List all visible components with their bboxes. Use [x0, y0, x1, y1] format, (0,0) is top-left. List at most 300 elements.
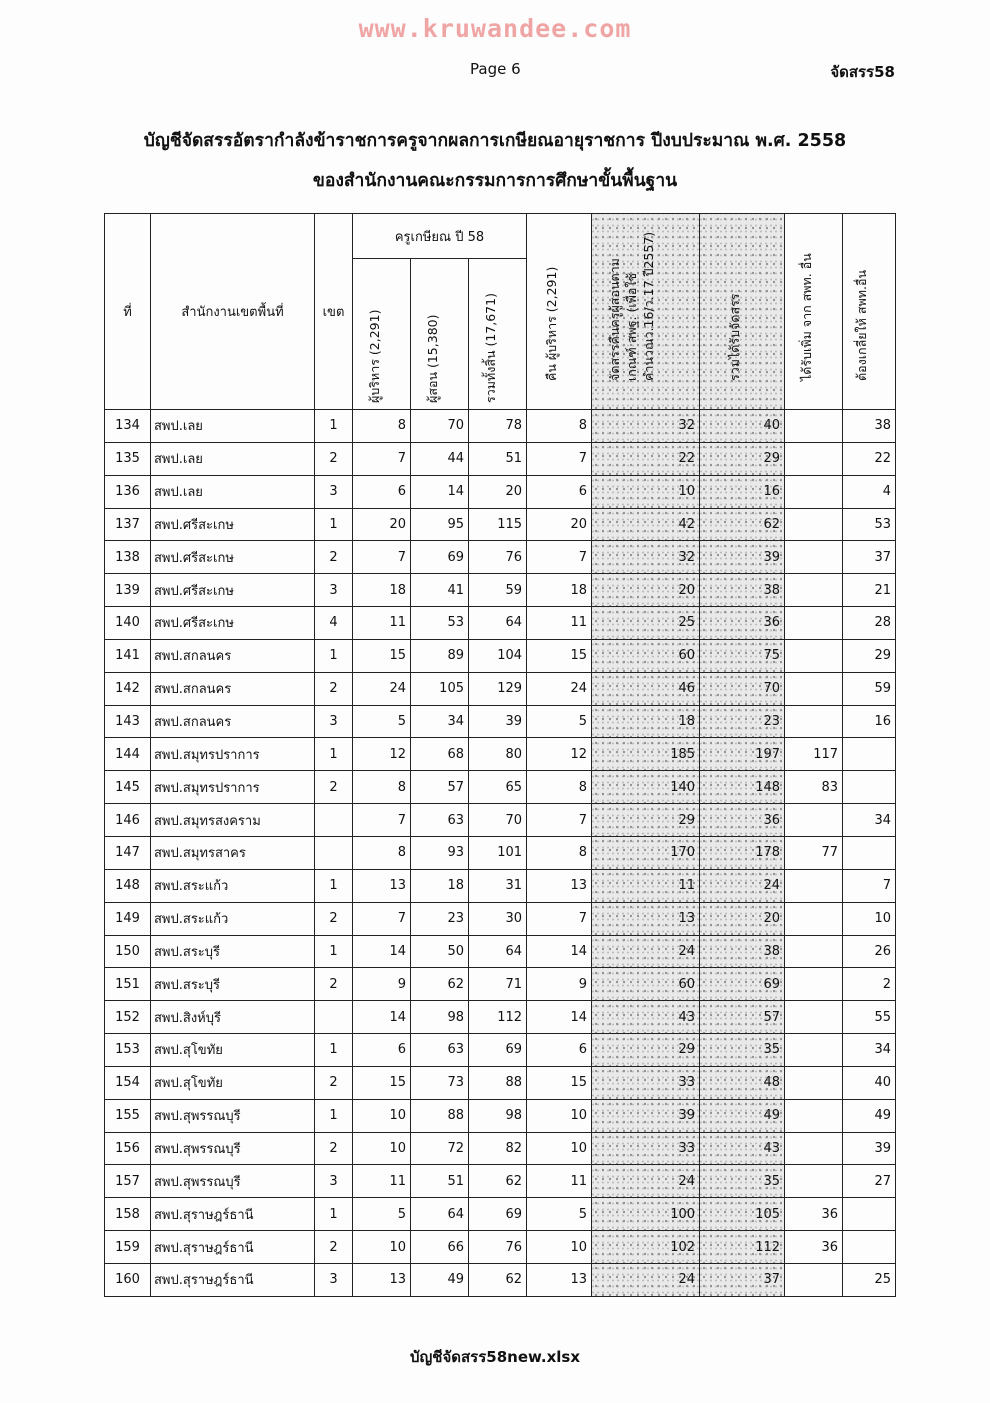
cell-r-total: 129	[469, 672, 527, 705]
cell-r-admin: 14	[353, 1001, 411, 1034]
cell-total: 23	[700, 705, 785, 738]
cell-r-admin: 5	[353, 705, 411, 738]
cell-r-teach: 41	[411, 574, 469, 607]
cell-r-admin: 8	[353, 771, 411, 804]
table-row	[105, 639, 896, 672]
cell-zone: 1	[315, 738, 353, 771]
cell-r-total: 39	[469, 705, 527, 738]
cell-r-admin: 9	[353, 968, 411, 1001]
table-header	[105, 214, 896, 410]
table-row	[105, 1066, 896, 1099]
cell-no: 143	[105, 705, 151, 738]
cell-office: สพป.สุพรรณบุรี	[151, 1099, 315, 1132]
cell-no: 152	[105, 1001, 151, 1034]
cell-r-teach: 98	[411, 1001, 469, 1034]
cell-r-total: 69	[469, 1034, 527, 1067]
cell-ret-admin: 11	[527, 607, 592, 640]
cell-r-teach: 95	[411, 508, 469, 541]
cell-extra: 83	[785, 771, 843, 804]
cell-give: 34	[843, 1034, 896, 1067]
cell-extra: 36	[785, 1231, 843, 1264]
cell-alloc: 18	[592, 705, 700, 738]
cell-zone: 1	[315, 508, 353, 541]
table-row	[105, 902, 896, 935]
cell-office: สพป.สมุทรสงคราม	[151, 804, 315, 837]
cell-zone: 3	[315, 1263, 353, 1296]
table-row	[105, 1001, 896, 1034]
table-row	[105, 738, 896, 771]
cell-alloc: 46	[592, 672, 700, 705]
header-retire-teacher: ผู้สอน (15,380)	[411, 259, 469, 410]
cell-extra	[785, 1001, 843, 1034]
cell-r-teach: 89	[411, 639, 469, 672]
cell-extra	[785, 968, 843, 1001]
cell-alloc: 32	[592, 541, 700, 574]
cell-office: สพป.สุพรรณบุรี	[151, 1165, 315, 1198]
cell-total: 69	[700, 968, 785, 1001]
cell-zone: 2	[315, 442, 353, 475]
cell-zone: 1	[315, 410, 353, 443]
cell-zone: 2	[315, 1066, 353, 1099]
table-row	[105, 771, 896, 804]
cell-no: 149	[105, 902, 151, 935]
cell-give: 38	[843, 410, 896, 443]
cell-give: 28	[843, 607, 896, 640]
cell-office: สพป.สุราษฎร์ธานี	[151, 1198, 315, 1231]
cell-r-total: 30	[469, 902, 527, 935]
cell-ret-admin: 13	[527, 869, 592, 902]
watermark-text: www.kruwandee.com	[358, 14, 632, 43]
cell-ret-admin: 5	[527, 705, 592, 738]
cell-total: 36	[700, 804, 785, 837]
cell-zone: 3	[315, 1165, 353, 1198]
cell-zone: 1	[315, 1198, 353, 1231]
cell-total: 75	[700, 639, 785, 672]
cell-r-teach: 14	[411, 475, 469, 508]
cell-alloc: 24	[592, 1165, 700, 1198]
cell-no: 144	[105, 738, 151, 771]
header-total-alloc: รวมได้รับจัดสรร	[700, 214, 785, 410]
table-row	[105, 1231, 896, 1264]
cell-r-admin: 12	[353, 738, 411, 771]
cell-give: 4	[843, 475, 896, 508]
cell-r-teach: 73	[411, 1066, 469, 1099]
cell-ret-admin: 12	[527, 738, 592, 771]
cell-give: 39	[843, 1132, 896, 1165]
cell-r-admin: 7	[353, 442, 411, 475]
cell-no: 139	[105, 574, 151, 607]
cell-r-teach: 68	[411, 738, 469, 771]
cell-no: 147	[105, 836, 151, 869]
cell-office: สพป.สระแก้ว	[151, 902, 315, 935]
cell-give: 26	[843, 935, 896, 968]
cell-alloc: 20	[592, 574, 700, 607]
cell-r-teach: 50	[411, 935, 469, 968]
cell-office: สพป.เลย	[151, 442, 315, 475]
cell-give: 21	[843, 574, 896, 607]
cell-give: 29	[843, 639, 896, 672]
cell-no: 153	[105, 1034, 151, 1067]
cell-r-teach: 53	[411, 607, 469, 640]
cell-r-total: 76	[469, 1231, 527, 1264]
cell-r-total: 62	[469, 1263, 527, 1296]
cell-r-teach: 23	[411, 902, 469, 935]
cell-office: สพป.สุราษฎร์ธานี	[151, 1263, 315, 1296]
cell-office: สพป.ศรีสะเกษ	[151, 574, 315, 607]
cell-ret-admin: 8	[527, 836, 592, 869]
cell-ret-admin: 13	[527, 1263, 592, 1296]
cell-alloc: 42	[592, 508, 700, 541]
cell-ret-admin: 8	[527, 410, 592, 443]
cell-ret-admin: 15	[527, 1066, 592, 1099]
cell-office: สพป.สมุทรปราการ	[151, 738, 315, 771]
cell-no: 159	[105, 1231, 151, 1264]
cell-total: 16	[700, 475, 785, 508]
cell-office: สพป.สกลนคร	[151, 639, 315, 672]
cell-give: 37	[843, 541, 896, 574]
cell-no: 151	[105, 968, 151, 1001]
cell-office: สพป.ศรีสะเกษ	[151, 508, 315, 541]
allocation-table	[104, 213, 896, 1297]
cell-alloc: 29	[592, 1034, 700, 1067]
cell-office: สพป.สุโขทัย	[151, 1034, 315, 1067]
cell-zone: 2	[315, 1231, 353, 1264]
cell-total: 178	[700, 836, 785, 869]
cell-give: 55	[843, 1001, 896, 1034]
cell-alloc: 100	[592, 1198, 700, 1231]
cell-total: 197	[700, 738, 785, 771]
cell-extra	[785, 574, 843, 607]
cell-r-teach: 105	[411, 672, 469, 705]
cell-extra: 77	[785, 836, 843, 869]
cell-ret-admin: 6	[527, 475, 592, 508]
cell-no: 142	[105, 672, 151, 705]
cell-total: 24	[700, 869, 785, 902]
cell-office: สพป.สกลนคร	[151, 672, 315, 705]
table-row	[105, 410, 896, 443]
cell-alloc: 32	[592, 410, 700, 443]
cell-r-total: 88	[469, 1066, 527, 1099]
cell-r-teach: 63	[411, 1034, 469, 1067]
cell-total: 148	[700, 771, 785, 804]
cell-r-admin: 10	[353, 1099, 411, 1132]
cell-give: 53	[843, 508, 896, 541]
document-subtitle: ของสำนักงานคณะกรรมการการศึกษาขั้นพื้นฐาน	[312, 171, 678, 191]
cell-r-admin: 7	[353, 541, 411, 574]
cell-ret-admin: 18	[527, 574, 592, 607]
cell-r-admin: 10	[353, 1132, 411, 1165]
cell-office: สพป.เลย	[151, 475, 315, 508]
cell-no: 141	[105, 639, 151, 672]
cell-alloc: 29	[592, 804, 700, 837]
cell-r-admin: 10	[353, 1231, 411, 1264]
cell-zone: 3	[315, 574, 353, 607]
cell-no: 156	[105, 1132, 151, 1165]
cell-r-admin: 15	[353, 1066, 411, 1099]
cell-give	[843, 1198, 896, 1231]
cell-extra	[785, 541, 843, 574]
cell-zone: 1	[315, 869, 353, 902]
cell-r-total: 115	[469, 508, 527, 541]
cell-r-total: 101	[469, 836, 527, 869]
cell-zone: 2	[315, 1132, 353, 1165]
cell-total: 37	[700, 1263, 785, 1296]
cell-r-admin: 6	[353, 1034, 411, 1067]
cell-zone: 1	[315, 1034, 353, 1067]
cell-alloc: 185	[592, 738, 700, 771]
cell-r-total: 82	[469, 1132, 527, 1165]
footer-filename: บัญชีจัดสรร58new.xlsx	[409, 1348, 581, 1366]
cell-ret-admin: 11	[527, 1165, 592, 1198]
cell-total: 38	[700, 574, 785, 607]
cell-ret-admin: 15	[527, 639, 592, 672]
cell-r-total: 65	[469, 771, 527, 804]
table-row	[105, 1198, 896, 1231]
cell-total: 62	[700, 508, 785, 541]
document-code: จัดสรร58	[830, 63, 895, 81]
cell-alloc: 170	[592, 836, 700, 869]
cell-extra	[785, 804, 843, 837]
cell-ret-admin: 7	[527, 541, 592, 574]
table-row	[105, 607, 896, 640]
cell-r-total: 51	[469, 442, 527, 475]
cell-no: 134	[105, 410, 151, 443]
cell-r-admin: 14	[353, 935, 411, 968]
cell-extra	[785, 508, 843, 541]
table-row	[105, 574, 896, 607]
cell-r-total: 80	[469, 738, 527, 771]
cell-total: 38	[700, 935, 785, 968]
table-row	[105, 1132, 896, 1165]
cell-zone: 2	[315, 672, 353, 705]
cell-extra	[785, 1066, 843, 1099]
cell-extra	[785, 1165, 843, 1198]
cell-r-teach: 72	[411, 1132, 469, 1165]
cell-ret-admin: 10	[527, 1099, 592, 1132]
cell-r-teach: 34	[411, 705, 469, 738]
cell-give: 22	[843, 442, 896, 475]
cell-r-teach: 44	[411, 442, 469, 475]
cell-extra	[785, 672, 843, 705]
cell-no: 157	[105, 1165, 151, 1198]
cell-zone	[315, 836, 353, 869]
cell-ret-admin: 20	[527, 508, 592, 541]
cell-total: 29	[700, 442, 785, 475]
cell-r-total: 70	[469, 804, 527, 837]
cell-r-total: 98	[469, 1099, 527, 1132]
table-body	[105, 410, 896, 1297]
cell-r-admin: 13	[353, 869, 411, 902]
header-return-admin: คืน ผู้บริหาร (2,291)	[527, 214, 592, 410]
cell-alloc: 25	[592, 607, 700, 640]
cell-zone: 2	[315, 541, 353, 574]
cell-r-admin: 15	[353, 639, 411, 672]
cell-r-teach: 51	[411, 1165, 469, 1198]
table-row	[105, 541, 896, 574]
cell-give: 40	[843, 1066, 896, 1099]
cell-r-teach: 93	[411, 836, 469, 869]
cell-total: 36	[700, 607, 785, 640]
cell-alloc: 102	[592, 1231, 700, 1264]
cell-ret-admin: 7	[527, 804, 592, 837]
cell-ret-admin: 5	[527, 1198, 592, 1231]
cell-r-admin: 11	[353, 607, 411, 640]
cell-r-teach: 49	[411, 1263, 469, 1296]
cell-r-admin: 5	[353, 1198, 411, 1231]
cell-office: สพป.ศรีสะเกษ	[151, 541, 315, 574]
cell-total: 49	[700, 1099, 785, 1132]
cell-alloc: 11	[592, 869, 700, 902]
header-alloc-teacher: จัดสรรคืนครูผู้สอนตาม เกณฑ์ สพฐ. (เพื่อใช้ คำนวณว.16/ว.17 ปี2557)	[592, 214, 700, 410]
cell-extra	[785, 475, 843, 508]
cell-ret-admin: 7	[527, 442, 592, 475]
cell-extra	[785, 705, 843, 738]
cell-office: สพป.สิงห์บุรี	[151, 1001, 315, 1034]
table-row	[105, 442, 896, 475]
cell-alloc: 24	[592, 1263, 700, 1296]
table-row	[105, 1165, 896, 1198]
cell-give: 25	[843, 1263, 896, 1296]
cell-alloc: 43	[592, 1001, 700, 1034]
cell-alloc: 39	[592, 1099, 700, 1132]
cell-r-admin: 8	[353, 836, 411, 869]
cell-give: 7	[843, 869, 896, 902]
cell-zone: 2	[315, 771, 353, 804]
table-row	[105, 935, 896, 968]
cell-r-admin: 8	[353, 410, 411, 443]
cell-no: 136	[105, 475, 151, 508]
cell-office: สพป.สระแก้ว	[151, 869, 315, 902]
cell-ret-admin: 7	[527, 902, 592, 935]
table-row	[105, 475, 896, 508]
table-row	[105, 1263, 896, 1296]
cell-zone	[315, 1001, 353, 1034]
cell-office: สพป.สุโขทัย	[151, 1066, 315, 1099]
table-row	[105, 968, 896, 1001]
cell-alloc: 13	[592, 902, 700, 935]
cell-zone: 2	[315, 968, 353, 1001]
cell-office: สพป.สุพรรณบุรี	[151, 1132, 315, 1165]
cell-alloc: 33	[592, 1066, 700, 1099]
cell-total: 20	[700, 902, 785, 935]
document-title: บัญชีจัดสรรอัตรากำลังข้าราชการครูจากผลการเกษียณอายุราชการ ปีงบประมาณ พ.ศ. 2558	[143, 131, 847, 151]
header-no: ที่	[105, 214, 151, 410]
header-retire-admin: ผู้บริหาร (2,291)	[353, 259, 411, 410]
cell-total: 35	[700, 1034, 785, 1067]
cell-r-admin: 11	[353, 1165, 411, 1198]
header-office: สำนักงานเขตพื้นที่	[151, 214, 315, 410]
table-row	[105, 705, 896, 738]
cell-no: 154	[105, 1066, 151, 1099]
cell-give	[843, 836, 896, 869]
cell-r-admin: 13	[353, 1263, 411, 1296]
cell-r-total: 20	[469, 475, 527, 508]
cell-office: สพป.สระบุรี	[151, 935, 315, 968]
cell-zone: 3	[315, 705, 353, 738]
cell-r-total: 71	[469, 968, 527, 1001]
cell-r-admin: 7	[353, 804, 411, 837]
cell-no: 155	[105, 1099, 151, 1132]
cell-give	[843, 738, 896, 771]
cell-r-teach: 66	[411, 1231, 469, 1264]
cell-r-admin: 24	[353, 672, 411, 705]
cell-total: 40	[700, 410, 785, 443]
cell-zone	[315, 804, 353, 837]
cell-ret-admin: 10	[527, 1231, 592, 1264]
cell-r-total: 62	[469, 1165, 527, 1198]
cell-r-total: 69	[469, 1198, 527, 1231]
cell-give: 59	[843, 672, 896, 705]
cell-r-admin: 7	[353, 902, 411, 935]
cell-r-total: 64	[469, 935, 527, 968]
cell-r-teach: 63	[411, 804, 469, 837]
header-zone: เขต	[315, 214, 353, 410]
cell-zone: 1	[315, 1099, 353, 1132]
cell-r-total: 104	[469, 639, 527, 672]
cell-r-total: 64	[469, 607, 527, 640]
page-number: Page 6	[470, 60, 521, 78]
cell-total: 48	[700, 1066, 785, 1099]
cell-no: 160	[105, 1263, 151, 1296]
cell-r-admin: 6	[353, 475, 411, 508]
cell-total: 35	[700, 1165, 785, 1198]
cell-r-total: 78	[469, 410, 527, 443]
cell-zone: 3	[315, 475, 353, 508]
table-row	[105, 672, 896, 705]
header-extra-received: ได้รับเพิ่ม จาก สพท. อื่น	[785, 214, 843, 410]
cell-extra	[785, 869, 843, 902]
table-row	[105, 869, 896, 902]
cell-no: 135	[105, 442, 151, 475]
cell-give: 16	[843, 705, 896, 738]
cell-give: 10	[843, 902, 896, 935]
cell-ret-admin: 14	[527, 935, 592, 968]
cell-r-total: 31	[469, 869, 527, 902]
cell-alloc: 24	[592, 935, 700, 968]
cell-alloc: 60	[592, 968, 700, 1001]
cell-ret-admin: 8	[527, 771, 592, 804]
cell-r-teach: 62	[411, 968, 469, 1001]
cell-alloc: 10	[592, 475, 700, 508]
cell-extra	[785, 1263, 843, 1296]
cell-r-teach: 64	[411, 1198, 469, 1231]
cell-total: 112	[700, 1231, 785, 1264]
cell-give: 2	[843, 968, 896, 1001]
cell-give	[843, 771, 896, 804]
cell-extra: 36	[785, 1198, 843, 1231]
cell-office: สพป.ศรีสะเกษ	[151, 607, 315, 640]
cell-ret-admin: 14	[527, 1001, 592, 1034]
cell-no: 150	[105, 935, 151, 968]
cell-alloc: 33	[592, 1132, 700, 1165]
cell-extra	[785, 1132, 843, 1165]
table-row	[105, 836, 896, 869]
cell-give: 34	[843, 804, 896, 837]
table-row	[105, 1099, 896, 1132]
cell-office: สพป.สกลนคร	[151, 705, 315, 738]
header-retire-group: ครูเกษียณ ปี 58	[353, 214, 527, 259]
cell-r-total: 112	[469, 1001, 527, 1034]
cell-no: 148	[105, 869, 151, 902]
cell-zone: 4	[315, 607, 353, 640]
cell-r-teach: 88	[411, 1099, 469, 1132]
cell-office: สพป.เลย	[151, 410, 315, 443]
cell-ret-admin: 6	[527, 1034, 592, 1067]
cell-alloc: 60	[592, 639, 700, 672]
cell-total: 57	[700, 1001, 785, 1034]
cell-r-admin: 18	[353, 574, 411, 607]
cell-no: 145	[105, 771, 151, 804]
